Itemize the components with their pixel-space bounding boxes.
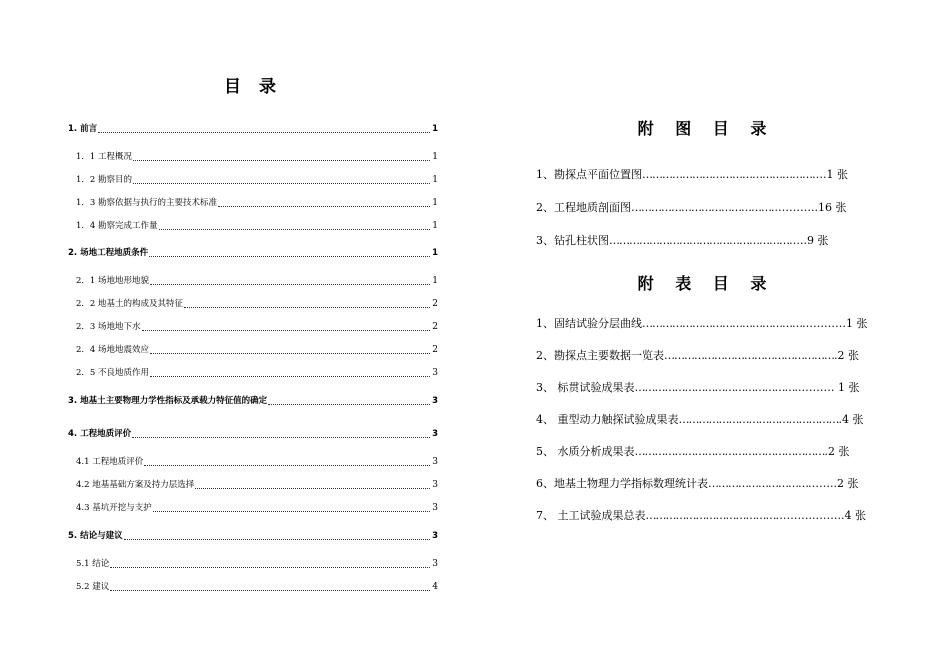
- dot-leader: [98, 132, 430, 133]
- toc-chapter-entry[interactable]: [68, 531, 438, 542]
- toc-section-entry[interactable]: [68, 457, 438, 468]
- dot-leader: …………………………………………: [678, 413, 839, 426]
- item-count: .2 张: [824, 445, 850, 458]
- toc-section-entry[interactable]: [68, 582, 438, 593]
- item-label: 3、 标贯试验成果表: [536, 381, 635, 394]
- toc-entry-title: 2. 场地工程地质条件: [68, 248, 149, 258]
- toc-entry-page: 1: [432, 198, 438, 208]
- item-count: ………..……..4 张: [775, 509, 866, 522]
- dot-leader: [218, 206, 430, 207]
- toc-title: 目 录: [224, 77, 282, 97]
- dot-leader: [132, 437, 430, 438]
- dot-leader: [150, 353, 430, 354]
- toc-entry-title: 4.2 地基基础方案及持力层选择: [76, 480, 195, 490]
- table-list-item[interactable]: [536, 381, 860, 395]
- toc-entry-title: 2．1 场地地形地貌: [76, 276, 150, 286]
- dot-leader: [184, 307, 430, 308]
- toc-entry-page: 3: [432, 429, 438, 439]
- dot-leader: [150, 284, 430, 285]
- figure-list-item[interactable]: [536, 168, 848, 182]
- toc-section-entry[interactable]: [68, 276, 438, 287]
- toc-entry-title: 2．4 场地地震效应: [76, 345, 150, 355]
- toc-entry-title: 1．3 勘察依据与执行的主要技术标准: [76, 198, 218, 208]
- dot-leader: …………………………………: [645, 509, 776, 522]
- dot-leader: [268, 404, 430, 405]
- item-label: 1、固结试验分层曲线: [536, 317, 642, 330]
- item-count: ….1 张: [812, 168, 848, 181]
- toc-entry-title: 5.1 结论: [76, 559, 110, 569]
- table-list-item[interactable]: [536, 477, 859, 491]
- toc-section-entry[interactable]: [68, 480, 438, 491]
- dot-leader: [150, 376, 430, 377]
- dot-leader: ……………………………………: [631, 201, 771, 214]
- toc-entry-page: 1: [432, 152, 438, 162]
- table-list-item[interactable]: [536, 413, 864, 427]
- item-count: ……..2 张: [808, 477, 859, 490]
- tables-title: 附 表 目 录: [637, 274, 775, 293]
- toc-entry-title: 1．1 工程概况: [76, 152, 133, 162]
- toc-entry-page: 3: [432, 368, 438, 378]
- item-count: .4 张: [838, 413, 864, 426]
- toc-section-entry[interactable]: [68, 368, 438, 379]
- toc-section-entry[interactable]: [68, 322, 438, 333]
- toc-entry-page: 1: [432, 175, 438, 185]
- toc-entry-page: 1: [432, 248, 438, 258]
- toc-section-entry[interactable]: [68, 299, 438, 310]
- toc-entry-page: 3: [432, 531, 438, 541]
- toc-entry-page: 1: [432, 124, 438, 134]
- toc-chapter-entry[interactable]: [68, 124, 438, 135]
- dot-leader: [142, 330, 431, 331]
- toc-chapter-entry[interactable]: [68, 248, 438, 259]
- figure-list-item[interactable]: [536, 201, 846, 215]
- dot-leader: [110, 590, 430, 591]
- tables-section: [536, 271, 876, 293]
- toc-entry-title: 4.3 基坑开挖与支护: [76, 503, 152, 513]
- dot-leader: [144, 465, 430, 466]
- toc-section-entry[interactable]: [68, 221, 438, 232]
- figures-title: 附 图 目 录: [637, 119, 775, 138]
- dot-leader: …………………………………………………: [634, 445, 825, 458]
- toc-entry-page: 2: [432, 299, 438, 309]
- toc-entry-page: 4: [432, 582, 438, 592]
- toc-entry-title: 2．5 不良地质作用: [76, 368, 150, 378]
- item-count: …..9 张: [789, 234, 829, 247]
- item-count: ..……… 1 张: [794, 381, 860, 394]
- item-label: 2、勘探点主要数据一览表: [536, 349, 664, 362]
- figures-section: [536, 116, 876, 138]
- item-label: 7、 土工试验成果总表: [536, 509, 646, 522]
- item-label: 6、地基土物理力学指标数理统计表: [536, 477, 708, 490]
- toc-entry-page: 3: [432, 457, 438, 467]
- toc-section-entry[interactable]: [68, 198, 438, 209]
- item-label: 4、 重型动力触探试验成果表: [536, 413, 679, 426]
- toc-entry-title: 4.1 工程地质评价: [76, 457, 144, 467]
- dot-leader: [195, 488, 430, 489]
- dot-leader: …………………………: [708, 477, 808, 490]
- item-label: 5、 水质分析成果表: [536, 445, 635, 458]
- toc-entry-title: 1．2 勘察目的: [76, 175, 133, 185]
- dot-leader: [133, 160, 430, 161]
- toc-chapter-entry[interactable]: [68, 396, 438, 407]
- item-label: 3、钻孔柱状图: [536, 234, 609, 247]
- dot-leader: …………………………………………: [642, 317, 802, 330]
- toc-entry-title: 2．2 地基土的构成及其特征: [76, 299, 184, 309]
- toc-entry-title: 4. 工程地质评价: [68, 429, 132, 439]
- toc-section-entry[interactable]: [68, 175, 438, 186]
- item-count: ..………..16 张: [771, 201, 847, 214]
- dot-leader: [153, 511, 431, 512]
- dot-leader: [149, 256, 430, 257]
- dot-leader: [159, 229, 431, 230]
- toc-section-entry[interactable]: [68, 345, 438, 356]
- dot-leader: [110, 567, 430, 568]
- toc-entry-page: 3: [432, 503, 438, 513]
- toc-section-entry[interactable]: [68, 503, 438, 514]
- item-count: .2 张: [834, 349, 859, 362]
- toc-entry-page: 2: [432, 322, 438, 332]
- toc-section-entry[interactable]: [68, 559, 438, 570]
- toc-entry-page: 2: [432, 345, 438, 355]
- item-label: 1、勘探点平面位置图: [536, 168, 642, 181]
- toc-entry-title: 5.2 建议: [76, 582, 110, 592]
- toc-entry-page: 3: [432, 480, 438, 490]
- dot-leader: [133, 183, 430, 184]
- toc-entry-title: 2．3 场地地下水: [76, 322, 141, 332]
- table-list-item[interactable]: [536, 509, 866, 523]
- dot-leader: ……………………………………………: [642, 168, 812, 181]
- table-list-item[interactable]: [536, 349, 859, 363]
- toc-entry-page: 3: [432, 396, 438, 406]
- toc-entry-page: 3: [432, 559, 438, 569]
- figure-list-item[interactable]: [536, 234, 829, 248]
- item-label: 2、工程地质剖面图: [536, 201, 631, 214]
- toc-entry-page: 1: [432, 221, 438, 231]
- toc-section-entry[interactable]: [68, 152, 438, 163]
- table-of-contents: [68, 72, 438, 594]
- toc-entry-title: 3. 地基土主要物理力学性指标及承载力特征值的确定: [68, 396, 268, 406]
- toc-entry-title: 5. 结论与建议: [68, 531, 123, 541]
- toc-entry-page: 1: [432, 276, 438, 286]
- item-count: …………1 张: [802, 317, 868, 330]
- toc-chapter-entry[interactable]: [68, 429, 438, 440]
- dot-leader: …………………………………………: [634, 381, 795, 394]
- table-list-item[interactable]: [536, 317, 868, 331]
- toc-entry-title: 1．4 勘察完成工作量: [76, 221, 158, 231]
- dot-leader: ……………………………………………: [664, 349, 834, 362]
- toc-entry-title: 1. 前言: [68, 124, 98, 134]
- dot-leader: [124, 539, 430, 540]
- toc-list: [68, 124, 438, 594]
- dot-leader: ………………………………………………: [609, 234, 789, 247]
- table-list-item[interactable]: [536, 445, 850, 459]
